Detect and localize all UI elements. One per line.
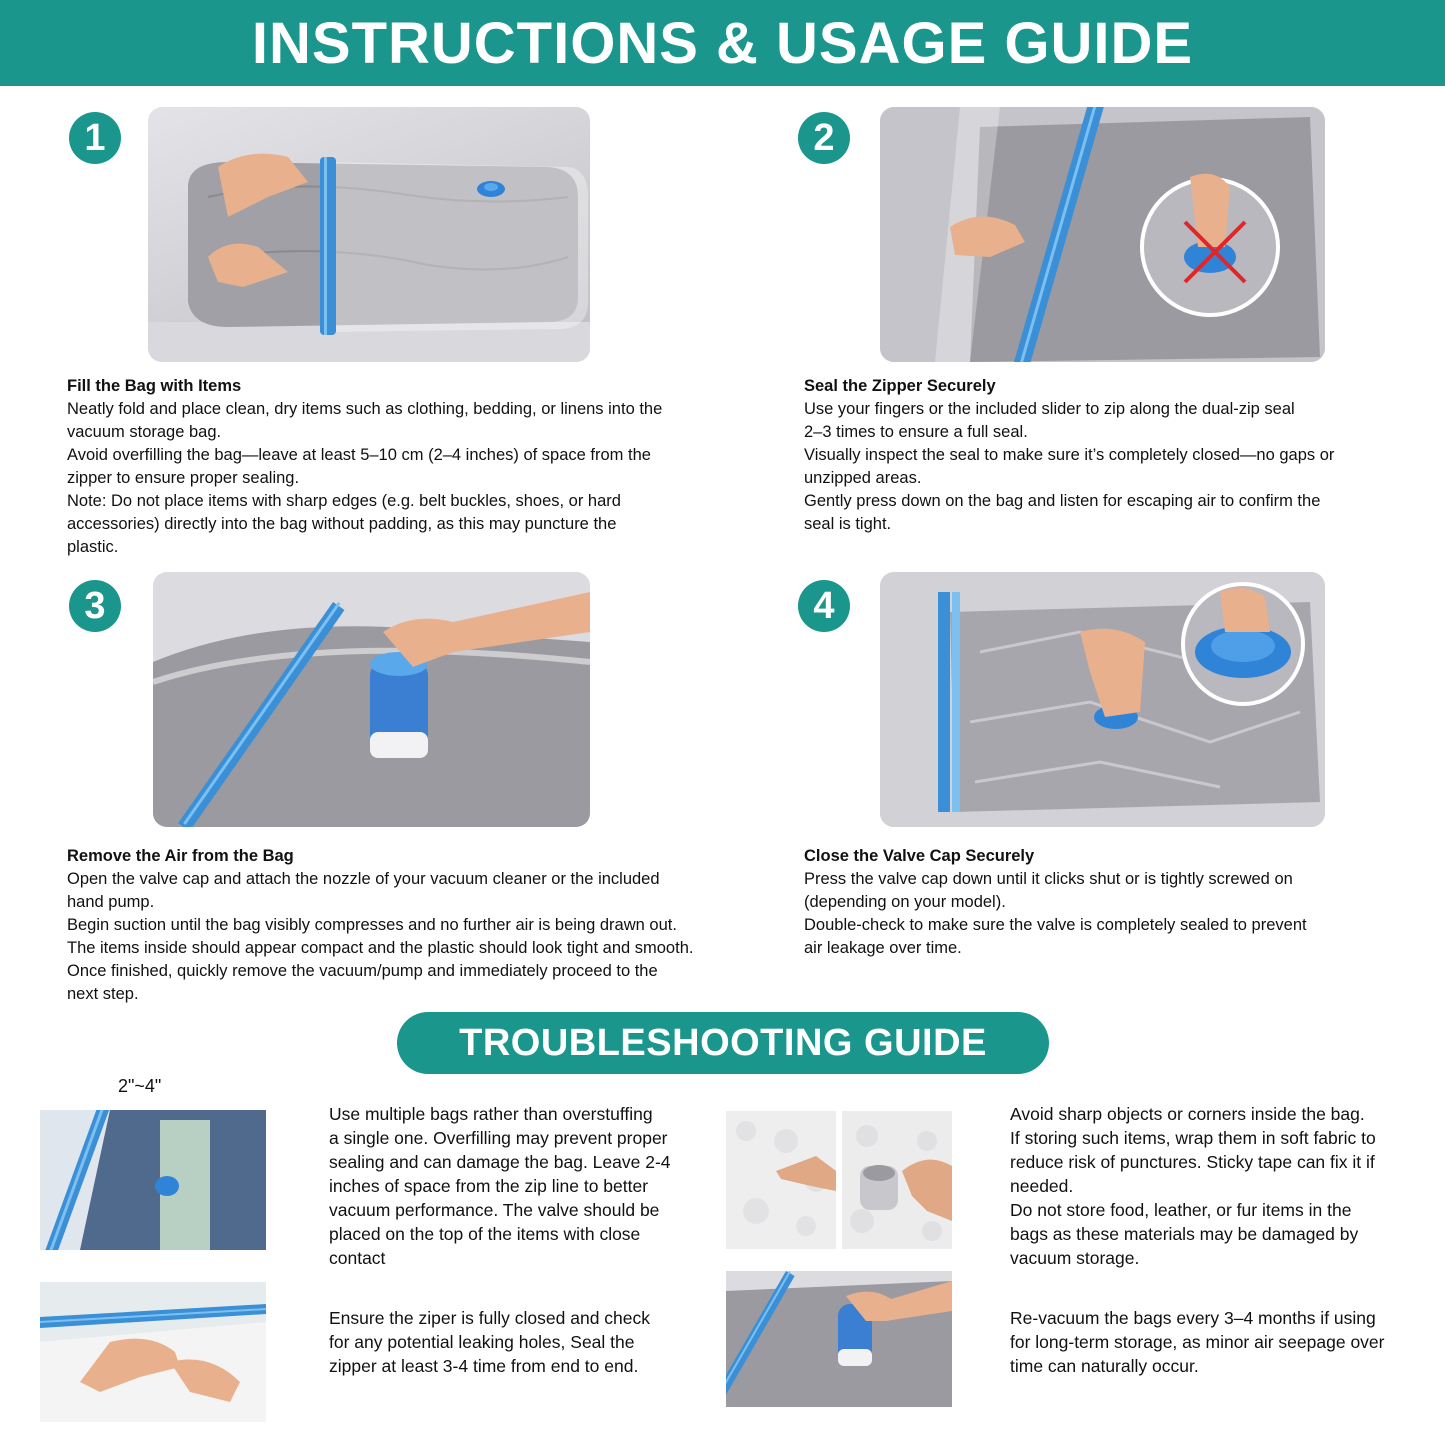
- step-2-line: unzipped areas.: [804, 469, 922, 487]
- tip-2-line: for any potential leaking holes, Seal the: [329, 1332, 635, 1352]
- step-1-text: [67, 375, 662, 559]
- step-4-line: Double-check to make sure the valve is completely sealed to prevent: [804, 916, 1307, 934]
- step-number-1: 1: [69, 112, 121, 164]
- tip-1-text: [329, 1102, 671, 1270]
- step-4-line: air leakage over time.: [804, 939, 962, 957]
- step-2-title: Seal the Zipper Securely: [804, 377, 996, 395]
- step-2-line: Use your fingers or the included slider to zip along the dual-zip seal: [804, 400, 1295, 418]
- step-2-photo: [880, 107, 1325, 362]
- troubleshooting-title: TROUBLESHOOTING GUIDE: [459, 1021, 987, 1064]
- tip-1-line: a single one. Overfilling may prevent proper: [329, 1128, 668, 1148]
- tip-1-line: Use multiple bags rather than overstuffing: [329, 1104, 653, 1124]
- step-3-photo: [153, 572, 590, 827]
- tip-3-photo-b: [842, 1111, 952, 1249]
- step-1-photo: [148, 107, 590, 362]
- tip-1-photo: [40, 1110, 266, 1250]
- step-1-line: vacuum storage bag.: [67, 423, 222, 441]
- tip-4-text: [1010, 1306, 1384, 1378]
- step-number-3: 3: [69, 580, 121, 632]
- tip-3-line: reduce risk of punctures. Sticky tape can fix it if: [1010, 1152, 1375, 1172]
- tip-3-photo-a: [726, 1111, 836, 1249]
- gap-label: 2"~4": [118, 1076, 162, 1096]
- step-3-line: next step.: [67, 985, 139, 1003]
- step-2-line: Gently press down on the bag and listen for escaping air to confirm the: [804, 492, 1321, 510]
- step-3-text: [67, 845, 693, 1006]
- step-3-line: Begin suction until the bag visibly compresses and no further air is being drawn out.: [67, 916, 677, 934]
- tip-1-line: placed on the top of the items with close: [329, 1224, 641, 1244]
- step-4-photo: [880, 572, 1325, 827]
- tip-4-photo: [726, 1271, 952, 1407]
- step-4-line: (depending on your model).: [804, 893, 1006, 911]
- step-1-line: zipper to ensure proper sealing.: [67, 469, 300, 487]
- step-number-4: 4: [798, 580, 850, 632]
- step-number-2: 2: [798, 112, 850, 164]
- step-1-title: Fill the Bag with Items: [67, 377, 242, 395]
- step-1-line: Avoid overfilling the bag—leave at least 5–10 cm (2–4 inches) of space from the: [67, 446, 651, 464]
- tip-3-line: Avoid sharp objects or corners inside the bag.: [1010, 1104, 1365, 1124]
- tip-3-line: Do not store food, leather, or fur items in the: [1010, 1200, 1352, 1220]
- tip-1-line: inches of space from the zip line to better: [329, 1176, 649, 1196]
- step-3-line: Once finished, quickly remove the vacuum/pump and immediately proceed to the: [67, 962, 658, 980]
- step-4-text: [804, 845, 1307, 960]
- tip-1-line: vacuum performance. The valve should be: [329, 1200, 660, 1220]
- step-2-text: [804, 375, 1334, 536]
- step-2-line: Visually inspect the seal to make sure it’s completely closed—no gaps or: [804, 446, 1335, 464]
- step-3-title: Remove the Air from the Bag: [67, 847, 294, 865]
- tip-3-line: If storing such items, wrap them in soft fabric to: [1010, 1128, 1376, 1148]
- tip-3-line: vacuum storage.: [1010, 1248, 1140, 1268]
- tip-2-photo: [40, 1282, 266, 1422]
- step-1-line: Note: Do not place items with sharp edges (e.g. belt buckles, shoes, or hard: [67, 492, 621, 510]
- tip-4-line: for long-term storage, as minor air seepage over: [1010, 1332, 1385, 1352]
- tip-2-line: Ensure the ziper is fully closed and check: [329, 1308, 650, 1328]
- step-3-line: hand pump.: [67, 893, 155, 911]
- tip-3-text: [1010, 1102, 1376, 1270]
- tip-2-line: zipper at least 3-4 time from end to end.: [329, 1356, 639, 1376]
- step-3-line: Open the valve cap and attach the nozzle of your vacuum cleaner or the included: [67, 870, 660, 888]
- page-title: INSTRUCTIONS & USAGE GUIDE: [251, 10, 1194, 76]
- step-4-title: Close the Valve Cap Securely: [804, 847, 1035, 865]
- tip-4-line: Re-vacuum the bags every 3–4 months if using: [1010, 1308, 1376, 1328]
- tip-4-line: time can naturally occur.: [1010, 1356, 1199, 1376]
- tip-2-text: [329, 1306, 650, 1378]
- step-1-line: plastic.: [67, 538, 119, 556]
- header-banner: [0, 0, 1445, 86]
- tip-1-line: sealing and can damage the bag. Leave 2-4: [329, 1152, 671, 1172]
- troubleshooting-banner: [397, 1012, 1049, 1074]
- step-2-line: 2–3 times to ensure a full seal.: [804, 423, 1028, 441]
- tip-1-line: contact: [329, 1248, 386, 1268]
- step-2-line: seal is tight.: [804, 515, 892, 533]
- step-1-line: accessories) directly into the bag without padding, as this may puncture the: [67, 515, 617, 533]
- step-4-line: Press the valve cap down until it clicks shut or is tightly screwed on: [804, 870, 1293, 888]
- tip-3-line: needed.: [1010, 1176, 1074, 1196]
- tip-3-line: bags as these materials may be damaged by: [1010, 1224, 1359, 1244]
- step-1-line: Neatly fold and place clean, dry items such as clothing, bedding, or linens into the: [67, 400, 663, 418]
- step-3-line: The items inside should appear compact and the plastic should look tight and smooth.: [67, 939, 694, 957]
